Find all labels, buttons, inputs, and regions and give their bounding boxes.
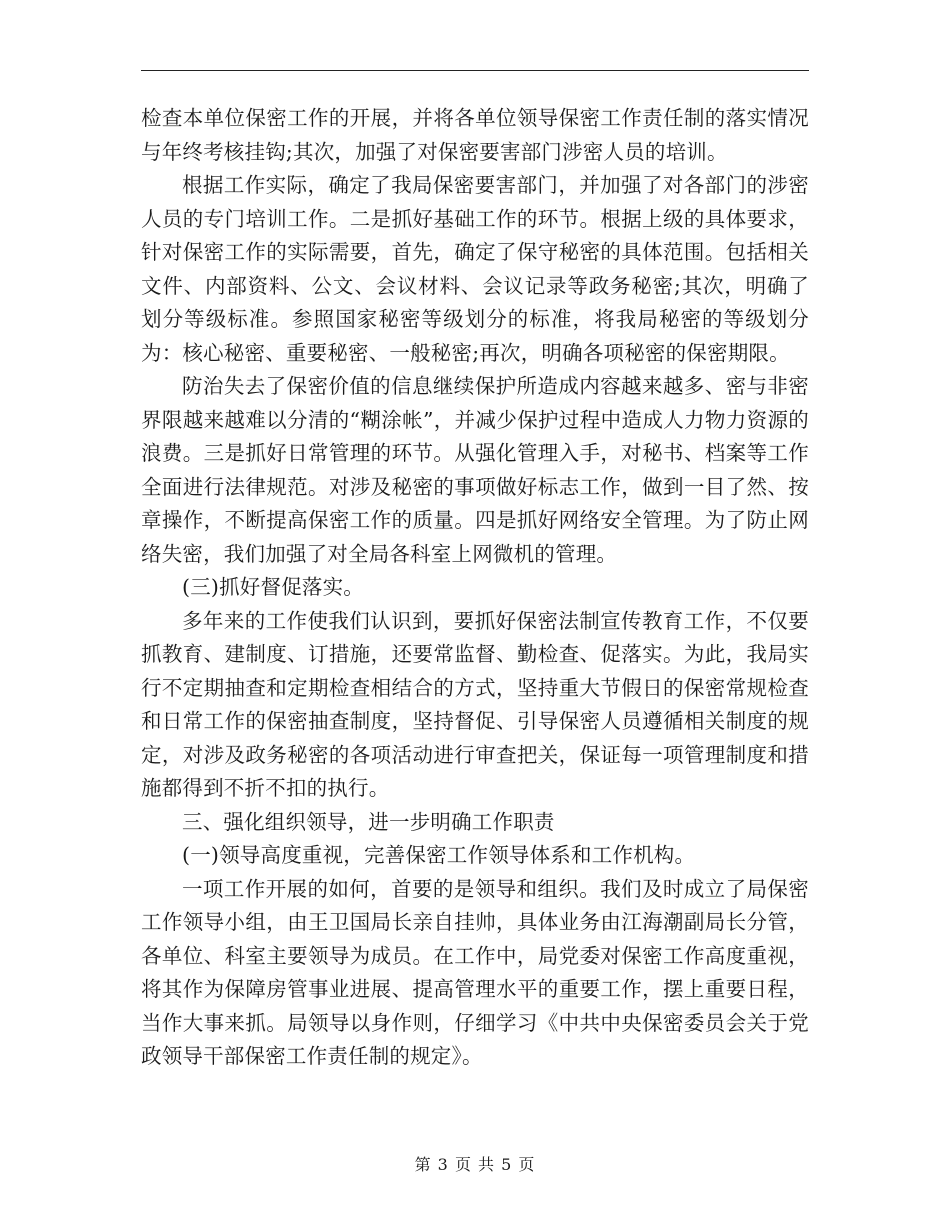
paragraph-5: 多年来的工作使我们认识到，要抓好保密法制宣传教育工作，不仅要抓教育、建制度、订措施，还要常监督、勤检查、促落实。为此，我局实行不定期抽查和定期检查相结合的方式，坚持重大节假日的保密常规检查和日常工作的保密抽查制度，坚持督促、引导保密人员遵循相关制度的规定，对涉及政务秘密的各项活动进行审查把关，保证每一项管理制度和措施都得到不折不扣的执行。 [141,608,809,800]
paragraph-1: 检查本单位保密工作的开展，并将各单位领导保密工作责任制的落实情况与年终考核挂钩;其次，加强了对保密要害部门涉密人员的培训。 [141,106,809,164]
paragraph-3: 防治失去了保密价值的信息继续保护所造成内容越来越多、密与非密界限越来越难以分清的“糊涂帐”，并减少保护过程中造成人力物力资源的浪费。三是抓好日常管理的环节。从强化管理入手，对秘书、档案等工作全面进行法律规范。对涉及秘密的事项做好标志工作，做到一目了然、按章操作，不断提高保密工作的质量。四是抓好网络安全管理。为了防止网络失密，我们加强了对全局各科室上网微机的管理。 [141,374,809,566]
paragraph-2: 根据工作实际，确定了我局保密要害部门，并加强了对各部门的涉密人员的专门培训工作。二是抓好基础工作的环节。根据上级的具体要求，针对保密工作的实际需要，首先，确定了保守秘密的具体范围。包括相关文件、内部资料、公文、会议材料、会议记录等政务秘密;其次，明确了划分等级标准。参照国家秘密等级划分的标准，将我局秘密的等级划分为：核心秘密、重要秘密、一般秘密;再次，明确各项秘密的保密期限。 [141,173,809,365]
header-rule [141,70,809,71]
section-heading-3: (三)抓好督促落实。 [182,575,364,599]
page-number-footer: 第 3 页 共 5 页 [414,1155,536,1174]
subsection-heading-1: (一)领导高度重视，完善保密工作领导体系和工作机构。 [182,843,696,867]
document-body [141,102,809,1074]
paragraph-8: 一项工作开展的如何，首要的是领导和组织。我们及时成立了局保密工作领导小组，由王卫国局长亲自挂帅，具体业务由江海潮副局长分管，各单位、科室主要领导为成员。在工作中，局党委对保密工作高度重视，将其作为保障房管事业进展、提高管理水平的重要工作，摆上重要日程，当作大事来抓。局领导以身作则，仔细学习《中共中央保密委员会关于党政领导干部保密工作责任制的规定》。 [141,876,809,1068]
section-heading-three: 三、强化组织领导，进一步明确工作职责 [182,809,555,834]
